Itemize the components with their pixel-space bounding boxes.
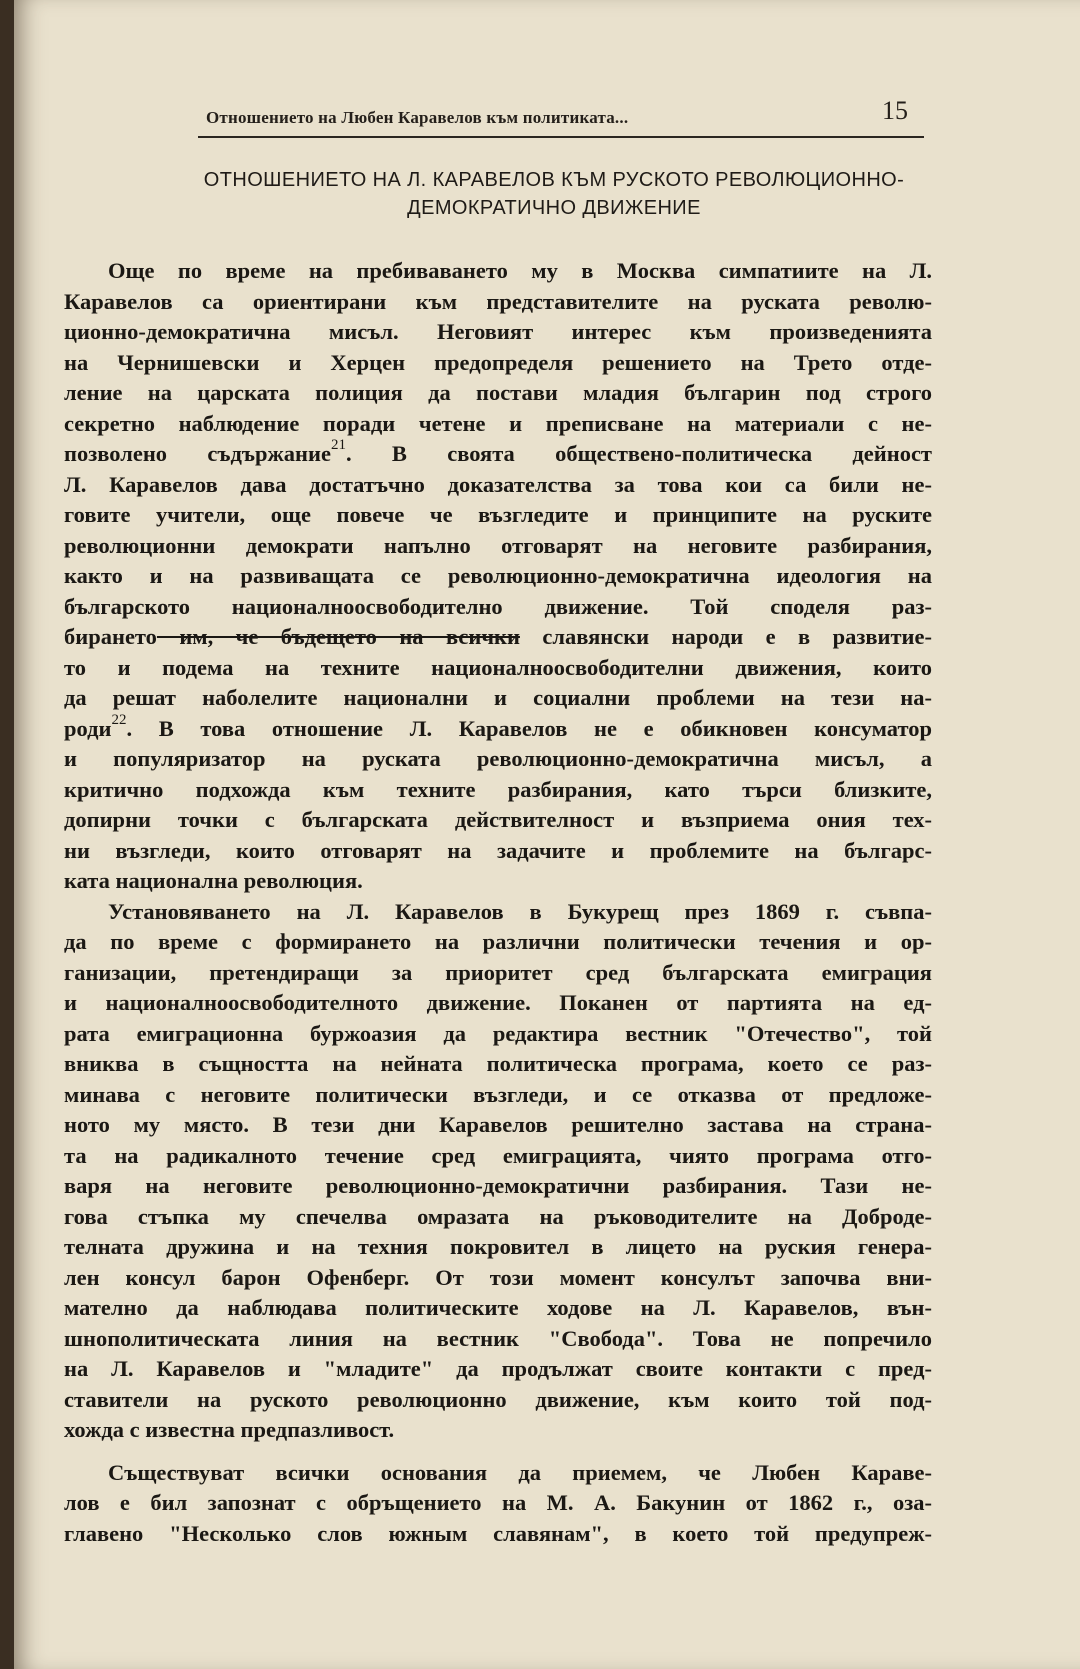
- text-line: варя на неговите революционно-демократични разбирания. Тази не-: [64, 1173, 932, 1198]
- text-line: хожда с известна предпазливост.: [64, 1417, 395, 1442]
- body-text: [64, 256, 932, 1549]
- page-header: [198, 96, 924, 138]
- footnote-ref-21: 21: [330, 437, 346, 453]
- text-line: да по време с формирането на различни политически течения и ор-: [64, 929, 932, 954]
- text-line: говите учители, още повече че възгледите и принципите на руските: [64, 502, 932, 527]
- text-line: то и подема на техните националноосвободителни движения, които: [64, 654, 932, 680]
- text-line: Л. Каравелов дава достатъчно доказателства за това кои са били не-: [64, 471, 932, 497]
- text-line: минава с неговите политически възгледи, и се отказва от предложе-: [64, 1081, 932, 1107]
- text-line: както и на развиващата се революционно-демократична идеология на: [64, 563, 932, 588]
- text-line: ставители на руското революционно движение, към които той под-: [64, 1386, 932, 1412]
- text-line: Установяването на Л. Каравелов в Букурещ през 1869 г. съвпа-: [108, 898, 932, 924]
- text-line: лов е бил запознат с обръщението на М. А. Бакунин от 1862 г., оза-: [64, 1490, 932, 1515]
- text-line: на Чернишевски и Херцен предопределя решението на Трето отде-: [64, 349, 932, 375]
- text-line: телната дружина и на техния покровител в лицето на руския генера-: [64, 1234, 932, 1259]
- text-segment: славянски народи е в развитие-: [519, 624, 932, 649]
- chapter-heading-line-1: ОТНОШЕНИЕТО НА Л. КАРАВЕЛОВ КЪМ РУСКОТО РЕВОЛЮЦИОННО-: [203, 169, 905, 191]
- text-line: ното му място. В тези дни Каравелов решително застава на страна-: [64, 1112, 932, 1137]
- text-segment: . В своята обществено-политическа дейност: [345, 441, 932, 466]
- text-line: лен консул барон Офенберг. От този момент консулът започва вни-: [64, 1264, 932, 1290]
- text-line: българското националноосвободително движение. Той споделя раз-: [64, 593, 932, 619]
- text-line: Каравелов са ориентирани към представителите на руската револю-: [64, 288, 932, 314]
- struck-text: им, че бъдещето на всички: [156, 624, 520, 649]
- text-line: вниква в същността на нейната политическа програма, което се раз-: [64, 1051, 932, 1076]
- text-line: рата емиграционна буржоазия да редактира вестник "Отечество", той: [64, 1020, 932, 1046]
- text-line: на Л. Каравелов и "младите" да продължат своите контакти с пред-: [64, 1356, 932, 1381]
- text-line: главено "Несколько слов южным славянам", в което той предупреж-: [64, 1520, 932, 1546]
- text-line: Още по време на пребиваването му в Москва симпатиите на Л.: [108, 258, 932, 283]
- chapter-heading-line-2: ДЕМОКРАТИЧНО ДВИЖЕНИЕ: [407, 197, 701, 219]
- text-line: [64, 711, 932, 745]
- text-line: ни възгледи, които отговарят на задачите и проблемите на българс-: [64, 837, 932, 863]
- chapter-heading: [54, 166, 1054, 222]
- text-line: революционни демократи напълно отговарят на неговите разбирания,: [64, 532, 932, 558]
- paragraph-gap: [64, 1446, 932, 1458]
- text-line: та на радикалното течение сред емиграцията, чиято програма отго-: [64, 1142, 932, 1168]
- text-line: допирни точки с българската действителност и възприема ония тех-: [64, 807, 932, 832]
- text-line: гова стъпка му спечелва омразата на ръководителите на Доброде-: [64, 1203, 932, 1229]
- text-line: секретно наблюдение поради четене и преписване на материали с не-: [64, 410, 932, 436]
- text-segment: бирането: [64, 624, 157, 649]
- text-line: [64, 439, 932, 470]
- text-line: ление на царската полиция да постави младия българин под строго: [64, 380, 932, 405]
- text-line: ката национална революция.: [64, 868, 363, 893]
- text-segment: . В това отношение Л. Каравелов не е обикновен консуматор: [126, 715, 932, 741]
- running-title: Отношението на Любен Каравелов към политиката...: [206, 108, 629, 127]
- text-segment: роди: [64, 715, 112, 741]
- text-line: критично подхожда към техните разбирания, като търси близките,: [64, 776, 932, 802]
- text-line: ганизации, претендиращи за приоритет сред българската емиграция: [64, 959, 932, 985]
- text-line: Съществуват всички основания да приемем, че Любен Карaве-: [108, 1459, 932, 1485]
- text-line: и популяризатор на руската революционно-демократична мисъл, а: [64, 746, 932, 771]
- text-line: шнополитическата линия на вестник "Свобода". Това не попречило: [64, 1325, 932, 1351]
- text-line: да решат наболелите национални и социални проблеми на тези на-: [64, 685, 932, 710]
- text-line: [64, 622, 932, 653]
- page-number: 15: [882, 96, 908, 125]
- footnote-ref-22: 22: [111, 711, 127, 728]
- text-segment: позволено съдържание: [64, 441, 331, 466]
- text-line: и националноосвободителното движение. Поканен от партията на ед-: [64, 990, 932, 1015]
- text-line: ционно-демократична мисъл. Неговият интерес към произведенията: [64, 319, 932, 344]
- book-page: [14, 0, 1080, 1669]
- text-line: мателно да наблюдава политическите ходове на Л. Каравелов, вън-: [64, 1295, 932, 1320]
